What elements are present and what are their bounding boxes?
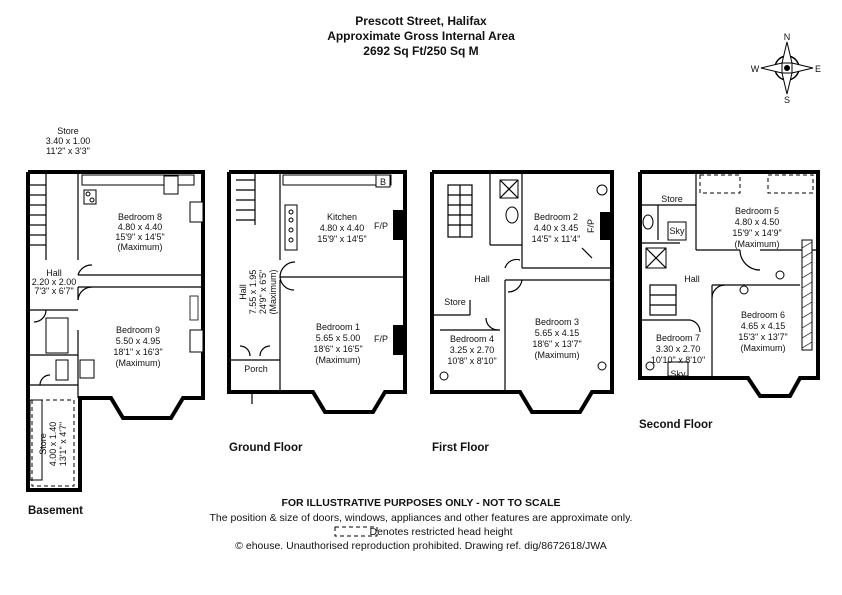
bedroom2-imperial: 14'5" x 11'4" bbox=[531, 234, 581, 244]
basement-store-imperial: 13'1" x 4'7" bbox=[58, 421, 68, 467]
bedroom4-imperial: 10'8" x 8'10" bbox=[447, 356, 497, 366]
bedroom5-imperial: 15'9" x 14'9" bbox=[732, 228, 782, 238]
bedroom9-name: Bedroom 9 bbox=[115, 325, 161, 335]
compass-south-label: S bbox=[783, 95, 791, 105]
basement-store-name: Store bbox=[38, 433, 48, 455]
bedroom5-note: (Maximum) bbox=[734, 239, 780, 249]
disclaimer-text: FOR ILLUSTRATIVE PURPOSES ONLY - NOT TO SCALE bbox=[281, 497, 561, 509]
second-store-name: Store bbox=[661, 194, 683, 204]
bedroom7-name: Bedroom 7 bbox=[655, 333, 701, 343]
bedroom9-note: (Maximum) bbox=[115, 358, 161, 368]
bedroom7-imperial: 10'10" x 8'10" bbox=[650, 355, 706, 365]
compass-icon bbox=[751, 32, 821, 105]
approximation-note: The position & size of doors, windows, appliances and other features are approximate only. bbox=[209, 512, 633, 524]
first-floor-plan bbox=[432, 172, 612, 412]
boiler-label: B bbox=[379, 177, 387, 187]
ground-floor-label: Ground Floor bbox=[229, 442, 303, 454]
compass-east-label: E bbox=[814, 64, 822, 74]
compass-north-label: N bbox=[783, 32, 791, 42]
bedroom8-name: Bedroom 8 bbox=[117, 212, 163, 222]
ground-hall-imperial: 24'9" x 6'5" bbox=[258, 269, 268, 315]
store-top-metric: 3.40 x 1.00 bbox=[45, 136, 91, 146]
bedroom2-name: Bedroom 2 bbox=[533, 212, 579, 222]
bedroom9-metric: 5.50 x 4.95 bbox=[115, 336, 161, 346]
bedroom6-note: (Maximum) bbox=[740, 343, 786, 353]
area-label: Approximate Gross Internal Area bbox=[327, 29, 515, 43]
store-top-imperial: 11'2" x 3'3" bbox=[46, 146, 90, 156]
bedroom9-imperial: 18'1" x 16'3" bbox=[113, 347, 163, 357]
basement-hall-name: Hall bbox=[46, 268, 62, 278]
porch-name: Porch bbox=[244, 364, 268, 374]
second-hall-name: Hall bbox=[684, 274, 700, 284]
area-value: 2692 Sq Ft/250 Sq M bbox=[363, 44, 479, 58]
second-floor-label: Second Floor bbox=[639, 419, 713, 431]
basement-store-metric: 4.00 x 1.40 bbox=[48, 421, 58, 467]
bedroom6-metric: 4.65 x 4.15 bbox=[740, 321, 786, 331]
basement-floor-label: Basement bbox=[28, 505, 83, 517]
bedroom1-name: Bedroom 1 bbox=[315, 322, 361, 332]
store-top-name: Store bbox=[57, 126, 79, 136]
bedroom1-imperial: 18'6" x 16'5" bbox=[313, 344, 363, 354]
compass-west-label: W bbox=[750, 64, 760, 74]
bedroom8-note: (Maximum) bbox=[117, 242, 163, 252]
kitchen-imperial: 15'9" x 14'5" bbox=[317, 234, 367, 244]
kitchen-name: Kitchen bbox=[326, 212, 358, 222]
ground-hall-metric: 7.55 x 1.95 bbox=[248, 269, 258, 315]
restricted-height-legend: Denotes restricted head height bbox=[369, 526, 513, 538]
bedroom7-metric: 3.30 x 2.70 bbox=[655, 344, 701, 354]
bedroom5-metric: 4.80 x 4.50 bbox=[734, 217, 780, 227]
ground-hall-name: Hall bbox=[238, 284, 248, 300]
ground-hall-note: (Maximum) bbox=[268, 269, 278, 315]
first-floor-label: First Floor bbox=[432, 442, 489, 454]
copyright-text: © ehouse. Unauthorised reproduction prohibited. Drawing ref. dig/8672618/JWA bbox=[235, 540, 607, 552]
bedroom3-metric: 5.65 x 4.15 bbox=[534, 328, 580, 338]
bedroom6-imperial: 15'3" x 13'7" bbox=[738, 332, 788, 342]
bedroom2-fireplace-label: F/P bbox=[586, 218, 596, 234]
skylight-label-upper: Sky bbox=[669, 226, 685, 236]
basement-hall-imperial: 7'3" x 6'7" bbox=[34, 286, 74, 296]
address-title: Prescott Street, Halifax bbox=[355, 14, 487, 28]
bedroom5-name: Bedroom 5 bbox=[734, 206, 780, 216]
bedroom6-name: Bedroom 6 bbox=[740, 310, 786, 320]
skylight-label-lower: Sky bbox=[670, 369, 686, 379]
bedroom3-imperial: 18'6" x 13'7" bbox=[532, 339, 582, 349]
bedroom8-imperial: 15'9" x 14'5" bbox=[115, 232, 165, 242]
bedroom1-note: (Maximum) bbox=[315, 355, 361, 365]
bedroom1-fireplace-label: F/P bbox=[373, 334, 389, 344]
first-store-name: Store bbox=[444, 297, 466, 307]
first-hall-name: Hall bbox=[474, 274, 490, 284]
basement-hall-metric: 2.20 x 2.00 bbox=[31, 277, 77, 287]
kitchen-metric: 4.80 x 4.40 bbox=[319, 223, 365, 233]
kitchen-fireplace-label: F/P bbox=[373, 221, 389, 231]
bedroom8-metric: 4.80 x 4.40 bbox=[117, 222, 163, 232]
bedroom2-metric: 4.40 x 3.45 bbox=[533, 223, 579, 233]
bedroom4-name: Bedroom 4 bbox=[449, 334, 495, 344]
bedroom3-note: (Maximum) bbox=[534, 350, 580, 360]
bedroom1-metric: 5.65 x 5.00 bbox=[315, 333, 361, 343]
bedroom4-metric: 3.25 x 2.70 bbox=[449, 345, 495, 355]
bedroom3-name: Bedroom 3 bbox=[534, 317, 580, 327]
